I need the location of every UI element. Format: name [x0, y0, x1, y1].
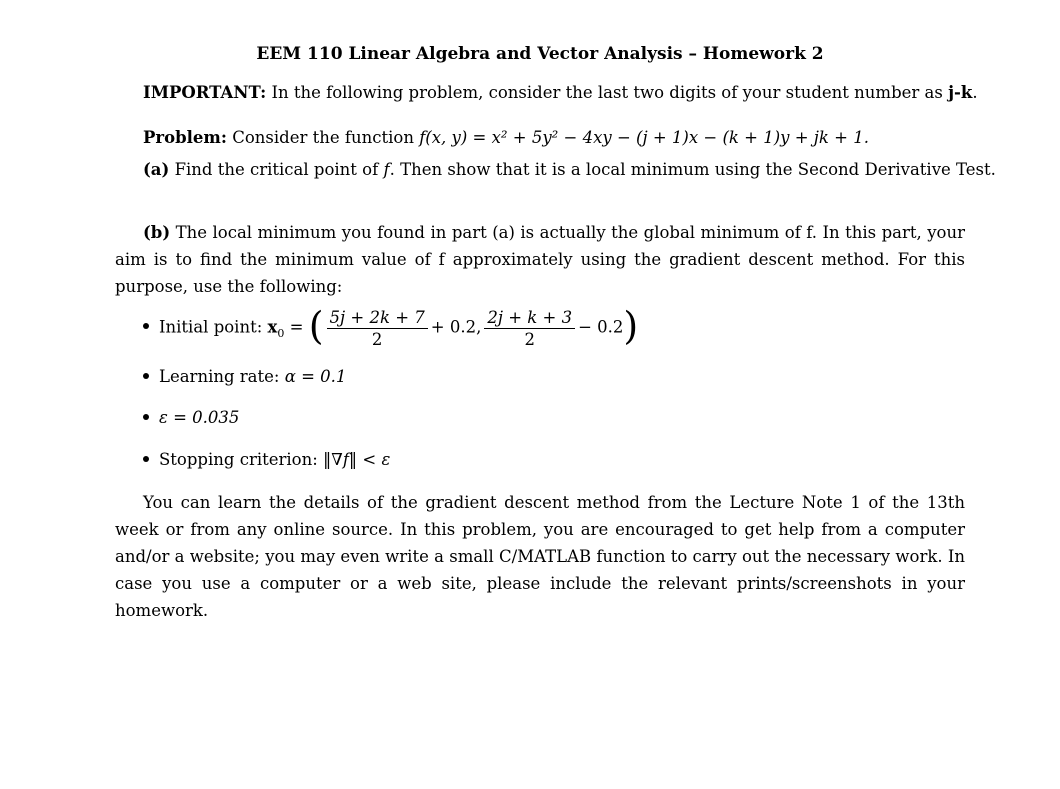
part-b-text: The local minimum you found in part (a) is actually the global minimum of f. In this part, your aim is to find the minimum value of f approximately using the gradient descent method. For this purpose, use the following: — [115, 223, 966, 296]
problem-statement — [143, 128, 869, 147]
learning-rate-label: Learning rate: — [159, 367, 280, 386]
part-a-text-1: Find the critical point of — [174, 160, 379, 179]
bullet-dot — [143, 414, 149, 420]
bullet-initial-point — [143, 306, 638, 350]
important-note — [143, 83, 978, 102]
bullet-stopping-criterion — [143, 450, 390, 469]
initial-point-eq: = — [289, 317, 304, 337]
stopping-label: Stopping criterion: — [159, 450, 318, 469]
fraction-1-numerator: 5j + 2k + 7 — [327, 308, 428, 329]
bullet-dot — [143, 456, 149, 462]
bullet-dot — [143, 323, 149, 329]
initial-point-end: − 0.2 — [578, 317, 624, 337]
fraction-2 — [484, 308, 575, 349]
part-b-label: (b) — [143, 223, 171, 242]
learning-rate-value: α = 0.1 — [284, 367, 347, 386]
part-b — [115, 219, 965, 300]
important-end: . — [972, 83, 978, 102]
part-a-text-2: . Then show that it is a local minimum using the Second Derivative Test. — [389, 160, 996, 179]
part-a-label: (a) — [143, 160, 170, 179]
important-label: IMPORTANT: — [143, 83, 267, 102]
problem-text: Consider the function — [232, 128, 414, 147]
fraction-2-denominator: 2 — [524, 329, 535, 349]
bullet-learning-rate — [143, 367, 346, 386]
part-a — [143, 160, 996, 179]
bullet-epsilon — [143, 408, 239, 427]
important-jk: j-k — [948, 83, 973, 102]
initial-point-label: Initial point: — [159, 317, 263, 337]
page-title: EEM 110 Linear Algebra and Vector Analysis – Homework 2 — [256, 44, 824, 64]
problem-formula: f(x, y) = x² + 5y² − 4xy − (j + 1)x − (k + 1)y + jk + 1. — [419, 128, 869, 147]
left-paren: ( — [308, 304, 324, 348]
part-a-f: f — [383, 160, 390, 179]
initial-point-mid: + 0.2, — [430, 317, 482, 337]
fraction-1-denominator: 2 — [371, 329, 383, 349]
initial-point-var: x — [267, 317, 278, 337]
fraction-1 — [327, 308, 428, 349]
bullet-dot — [143, 373, 149, 379]
epsilon-value: ε = 0.035 — [159, 408, 240, 427]
fraction-2-numerator: 2j + k + 3 — [484, 308, 575, 329]
stopping-value: ‖∇f‖ < ε — [323, 450, 391, 469]
initial-point-sub: 0 — [277, 326, 285, 340]
closing-paragraph: You can learn the details of the gradient descent method from the Lecture Note 1 of the 13th week or from any online source. In this problem, you are encouraged to get help from a computer and/or a website; you may even write a small C/MATLAB function to carry out the necessary work. In case you use a computer or a web site, please include the relevant prints/screenshots in your homework. — [115, 493, 965, 620]
problem-label: Problem: — [143, 128, 227, 147]
right-paren: ) — [623, 304, 639, 348]
important-text: In the following problem, consider the last two digits of your student number as — [271, 83, 943, 102]
